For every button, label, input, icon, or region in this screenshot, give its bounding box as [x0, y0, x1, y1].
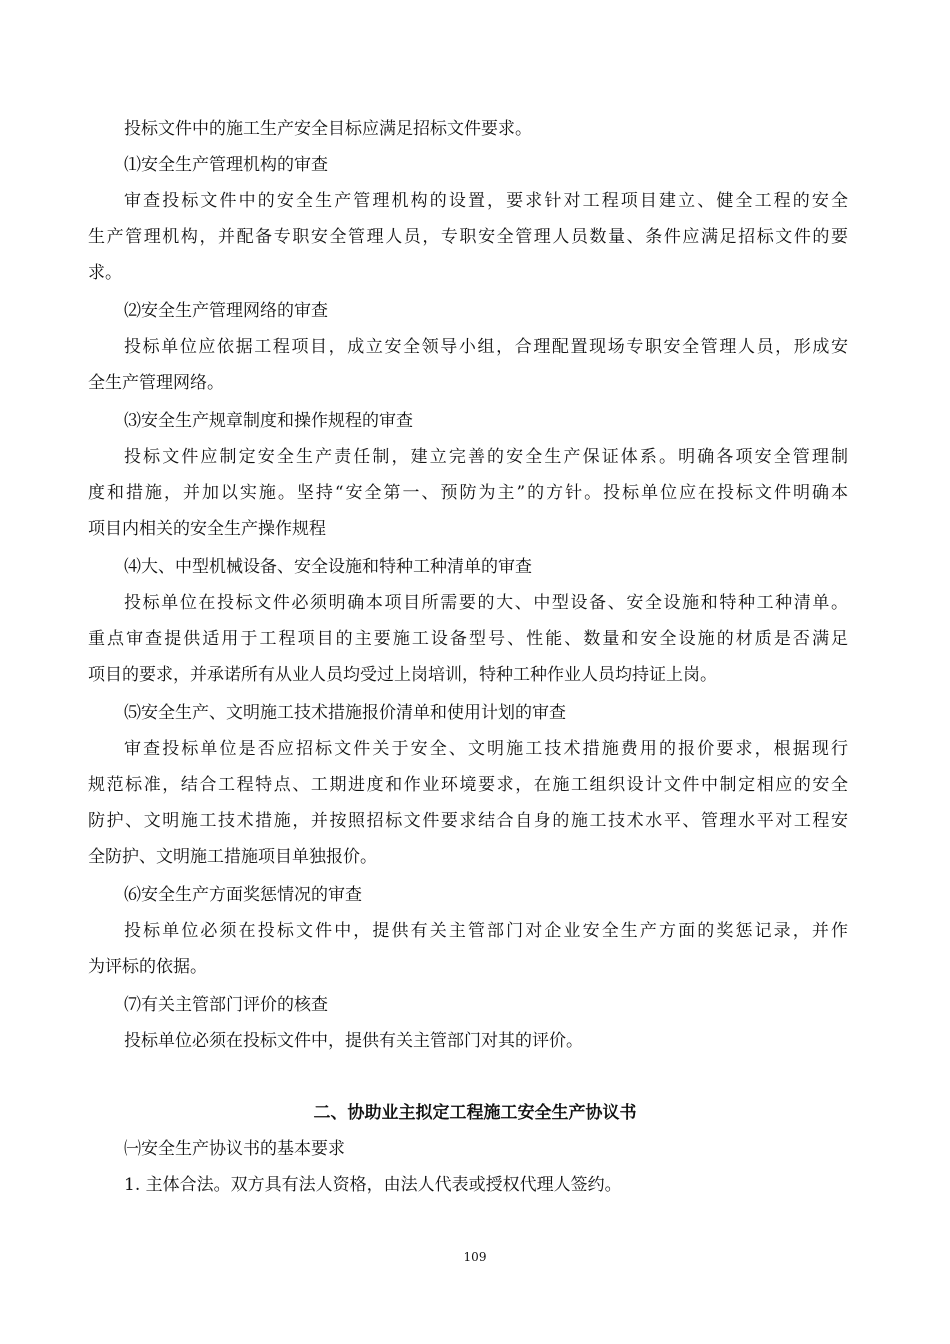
- subheading: ⑴安全生产管理机构的审查: [124, 155, 328, 175]
- subheading: ⑷大、中型机械设备、安全设施和特种工种清单的审查: [124, 557, 532, 577]
- paragraph-line: 求。: [88, 263, 122, 283]
- paragraph-line: 审查投标文件中的安全生产管理机构的设置，要求针对工程项目建立、健全工程的安全: [124, 191, 848, 211]
- paragraph-line: 度和措施，并加以实施。坚持“安全第一、预防为主”的方针。投标单位应在投标文件明确本: [88, 483, 848, 503]
- paragraph-line: 投标文件应制定安全生产责任制，建立完善的安全生产保证体系。明确各项安全管理制: [124, 447, 848, 467]
- section-heading: 二、协助业主拟定工程施工安全生产协议书: [313, 1103, 637, 1123]
- subheading: ㈠安全生产协议书的基本要求: [124, 1139, 345, 1159]
- paragraph-line: 全生产管理网络。: [88, 373, 224, 393]
- subheading: ⑵安全生产管理网络的审查: [124, 301, 328, 321]
- subheading: ⑶安全生产规章制度和操作规程的审查: [124, 411, 413, 431]
- subheading: ⑺有关主管部门评价的核查: [124, 995, 328, 1015]
- paragraph-line: 全防护、文明施工措施项目单独报价。: [88, 847, 377, 867]
- paragraph-line: 1. 主体合法。双方具有法人资格，由法人代表或授权代理人签约。: [124, 1175, 622, 1195]
- paragraph-line: 重点审查提供适用于工程项目的主要施工设备型号、性能、数量和安全设施的材质是否满足: [88, 629, 848, 649]
- paragraph-line: 投标单位应依据工程项目，成立安全领导小组，合理配置现场专职安全管理人员，形成安: [124, 337, 848, 357]
- subheading: ⑹安全生产方面奖惩情况的审查: [124, 885, 362, 905]
- paragraph-line: 投标单位必须在投标文件中，提供有关主管部门对其的评价。: [124, 1031, 583, 1051]
- paragraph-line: 投标单位在投标文件必须明确本项目所需要的大、中型设备、安全设施和特种工种清单。: [124, 593, 848, 613]
- paragraph-line: 投标文件中的施工生产安全目标应满足招标文件要求。: [124, 119, 532, 139]
- paragraph-line: 项目的要求，并承诺所有从业人员均受过上岗培训，特种工种作业人员均持证上岗。: [88, 665, 717, 685]
- paragraph-line: 规范标准，结合工程特点、工期进度和作业环境要求，在施工组织设计文件中制定相应的安全: [88, 775, 848, 795]
- paragraph-line: 生产管理机构，并配备专职安全管理人员，专职安全管理人员数量、条件应满足招标文件的要: [88, 227, 848, 247]
- subheading: ⑸安全生产、文明施工技术措施报价清单和使用计划的审查: [124, 703, 566, 723]
- paragraph-line: 审查投标单位是否应招标文件关于安全、文明施工技术措施费用的报价要求，根据现行: [124, 739, 848, 759]
- paragraph-line: 投标单位必须在投标文件中，提供有关主管部门对企业安全生产方面的奖惩记录，并作: [124, 921, 848, 941]
- paragraph-line: 防护、文明施工技术措施，并按照招标文件要求结合自身的施工技术水平、管理水平对工程安: [88, 811, 848, 831]
- page-number: 109: [463, 1250, 487, 1264]
- paragraph-line: 项目内相关的安全生产操作规程: [88, 519, 326, 539]
- paragraph-line: 为评标的依据。: [88, 957, 207, 977]
